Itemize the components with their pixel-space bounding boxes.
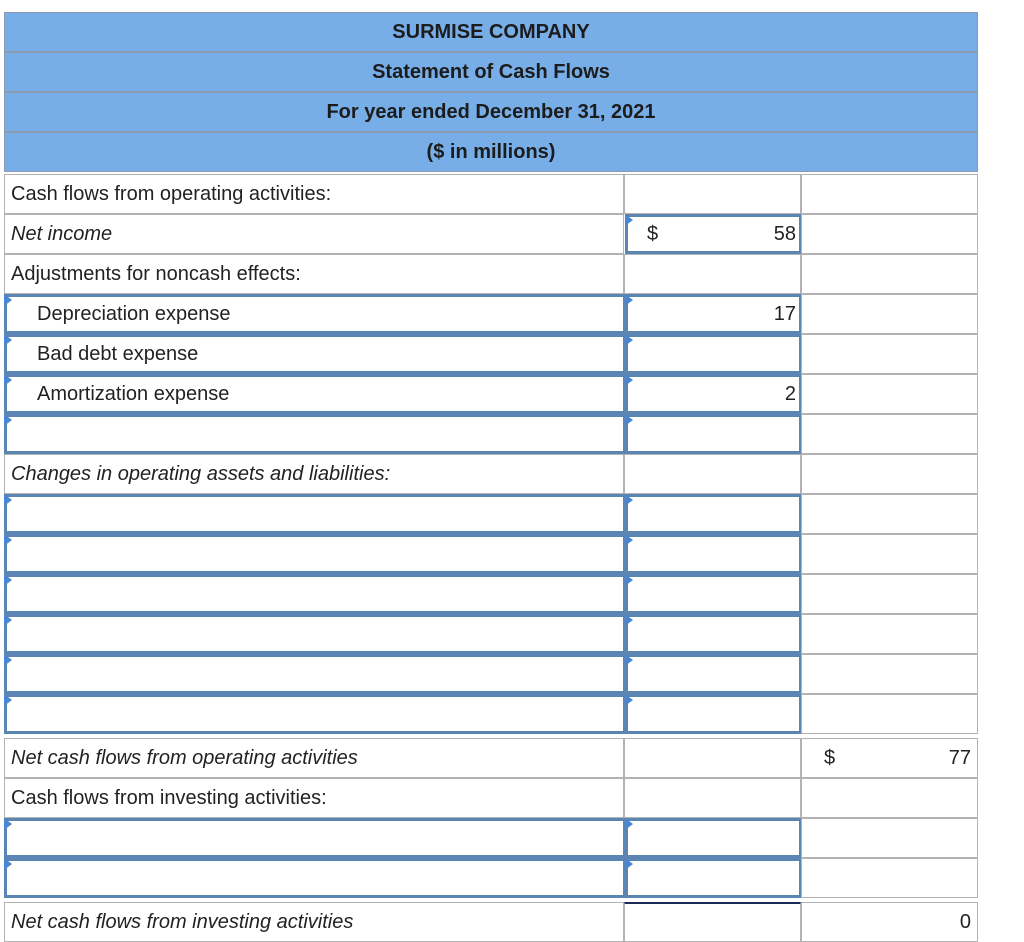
label-cell: [4, 738, 624, 778]
net-operating-total: [801, 738, 978, 778]
adjustments-heading: Adjustments for noncash effects:: [11, 263, 301, 285]
input-marker-icon: [625, 494, 633, 506]
input-marker-icon: [625, 654, 633, 666]
amount-cell: [624, 738, 801, 778]
label-cell: [4, 214, 624, 254]
label-cell: [4, 174, 624, 214]
section-heading-investing: Cash flows from investing activities:: [11, 787, 327, 809]
net-income-label: Net income: [11, 223, 113, 245]
statement-units: ($ in millions): [4, 132, 978, 172]
change-amount-input[interactable]: [625, 534, 802, 574]
total-cell: [801, 414, 978, 454]
table-row: [4, 778, 978, 818]
total-cell: [801, 214, 978, 254]
table-row: [4, 738, 978, 778]
total-cell: [801, 818, 978, 858]
change-amount-input[interactable]: [625, 494, 802, 534]
amount-cell: [624, 454, 801, 494]
table-row: [4, 174, 978, 214]
bad-debt-label: Bad debt expense: [37, 343, 199, 365]
amount-cell: [624, 778, 801, 818]
net-operating-value: 77: [948, 747, 971, 769]
amount-cell: [624, 254, 801, 294]
input-marker-icon: [625, 818, 633, 830]
change-label-input[interactable]: [4, 694, 626, 734]
input-marker-icon: [625, 214, 633, 226]
dollar-sign: $: [647, 223, 659, 245]
change-amount-input[interactable]: [625, 574, 802, 614]
total-cell: [801, 858, 978, 898]
bad-debt-amount-input[interactable]: [625, 334, 802, 374]
change-amount-input[interactable]: [625, 614, 802, 654]
net-income-value: 58: [773, 223, 796, 245]
investing-label-input[interactable]: [4, 818, 626, 858]
amount-cell: [624, 174, 801, 214]
total-cell: [801, 254, 978, 294]
label-cell: [4, 454, 624, 494]
total-cell: [801, 534, 978, 574]
input-marker-icon: [625, 614, 633, 626]
change-label-input[interactable]: [4, 654, 626, 694]
table-row: [4, 574, 978, 614]
bad-debt-label-input[interactable]: [4, 334, 626, 374]
statement-title: Statement of Cash Flows: [4, 52, 978, 92]
label-cell: [4, 902, 624, 942]
amortization-amount-input[interactable]: [625, 374, 802, 414]
total-cell: [801, 694, 978, 734]
total-cell: [801, 294, 978, 334]
input-marker-icon: [4, 574, 12, 586]
total-cell: [801, 654, 978, 694]
change-label-input[interactable]: [4, 534, 626, 574]
change-amount-input[interactable]: [625, 654, 802, 694]
input-marker-icon: [4, 414, 12, 426]
section-heading-operating: Cash flows from operating activities:: [11, 183, 332, 205]
total-cell: [801, 334, 978, 374]
table-row: [4, 818, 978, 858]
input-marker-icon: [625, 574, 633, 586]
investing-label-input[interactable]: [4, 858, 626, 898]
depreciation-value: 17: [773, 303, 796, 325]
table-row: [4, 694, 978, 734]
table-row: [4, 414, 978, 454]
input-marker-icon: [4, 858, 12, 870]
input-marker-icon: [625, 294, 633, 306]
net-operating-label: Net cash flows from operating activities: [11, 747, 358, 769]
input-marker-icon: [625, 334, 633, 346]
input-marker-icon: [4, 374, 12, 386]
amount-cell: [624, 902, 801, 942]
depreciation-label-input[interactable]: [4, 294, 626, 334]
net-income-input[interactable]: [625, 214, 802, 254]
table-row: [4, 334, 978, 374]
change-label-input[interactable]: [4, 494, 626, 534]
table-row: [4, 534, 978, 574]
input-marker-icon: [625, 534, 633, 546]
table-row: [4, 294, 978, 334]
adjustment-label-input[interactable]: [4, 414, 626, 454]
table-row: [4, 254, 978, 294]
change-label-input[interactable]: [4, 574, 626, 614]
label-cell: [4, 778, 624, 818]
total-cell: [801, 494, 978, 534]
amortization-label-input[interactable]: [4, 374, 626, 414]
depreciation-amount-input[interactable]: [625, 294, 802, 334]
input-marker-icon: [4, 818, 12, 830]
label-cell: [4, 254, 624, 294]
net-investing-total: [801, 902, 978, 942]
net-investing-value: 0: [959, 911, 971, 933]
input-marker-icon: [4, 654, 12, 666]
input-marker-icon: [4, 694, 12, 706]
input-marker-icon: [4, 614, 12, 626]
total-cell: [801, 454, 978, 494]
change-label-input[interactable]: [4, 614, 626, 654]
company-name: SURMISE COMPANY: [4, 12, 978, 52]
depreciation-label: Depreciation expense: [37, 303, 231, 325]
input-marker-icon: [625, 694, 633, 706]
adjustment-amount-input[interactable]: [625, 414, 802, 454]
input-marker-icon: [4, 494, 12, 506]
table-row: [4, 614, 978, 654]
changes-heading: Changes in operating assets and liabilities:: [11, 463, 391, 485]
table-row: [4, 454, 978, 494]
amortization-label: Amortization expense: [37, 383, 230, 405]
total-cell: [801, 778, 978, 818]
dollar-sign: $: [824, 747, 836, 769]
total-cell: [801, 574, 978, 614]
table-row: [4, 858, 978, 898]
input-marker-icon: [4, 334, 12, 346]
input-marker-icon: [4, 294, 12, 306]
table-row: [4, 902, 978, 942]
total-cell: [801, 614, 978, 654]
change-amount-input[interactable]: [625, 694, 802, 734]
amortization-value: 2: [784, 383, 796, 405]
input-marker-icon: [625, 374, 633, 386]
table-row: [4, 654, 978, 694]
input-marker-icon: [4, 534, 12, 546]
net-investing-label: Net cash flows from investing activities: [11, 911, 354, 933]
total-cell: [801, 174, 978, 214]
table-row: [4, 214, 978, 254]
input-marker-icon: [625, 414, 633, 426]
investing-amount-input[interactable]: [625, 818, 802, 858]
table-row: [4, 494, 978, 534]
total-cell: [801, 374, 978, 414]
investing-amount-input[interactable]: [625, 858, 802, 898]
statement-period: For year ended December 31, 2021: [4, 92, 978, 132]
input-marker-icon: [625, 858, 633, 870]
table-row: [4, 374, 978, 414]
